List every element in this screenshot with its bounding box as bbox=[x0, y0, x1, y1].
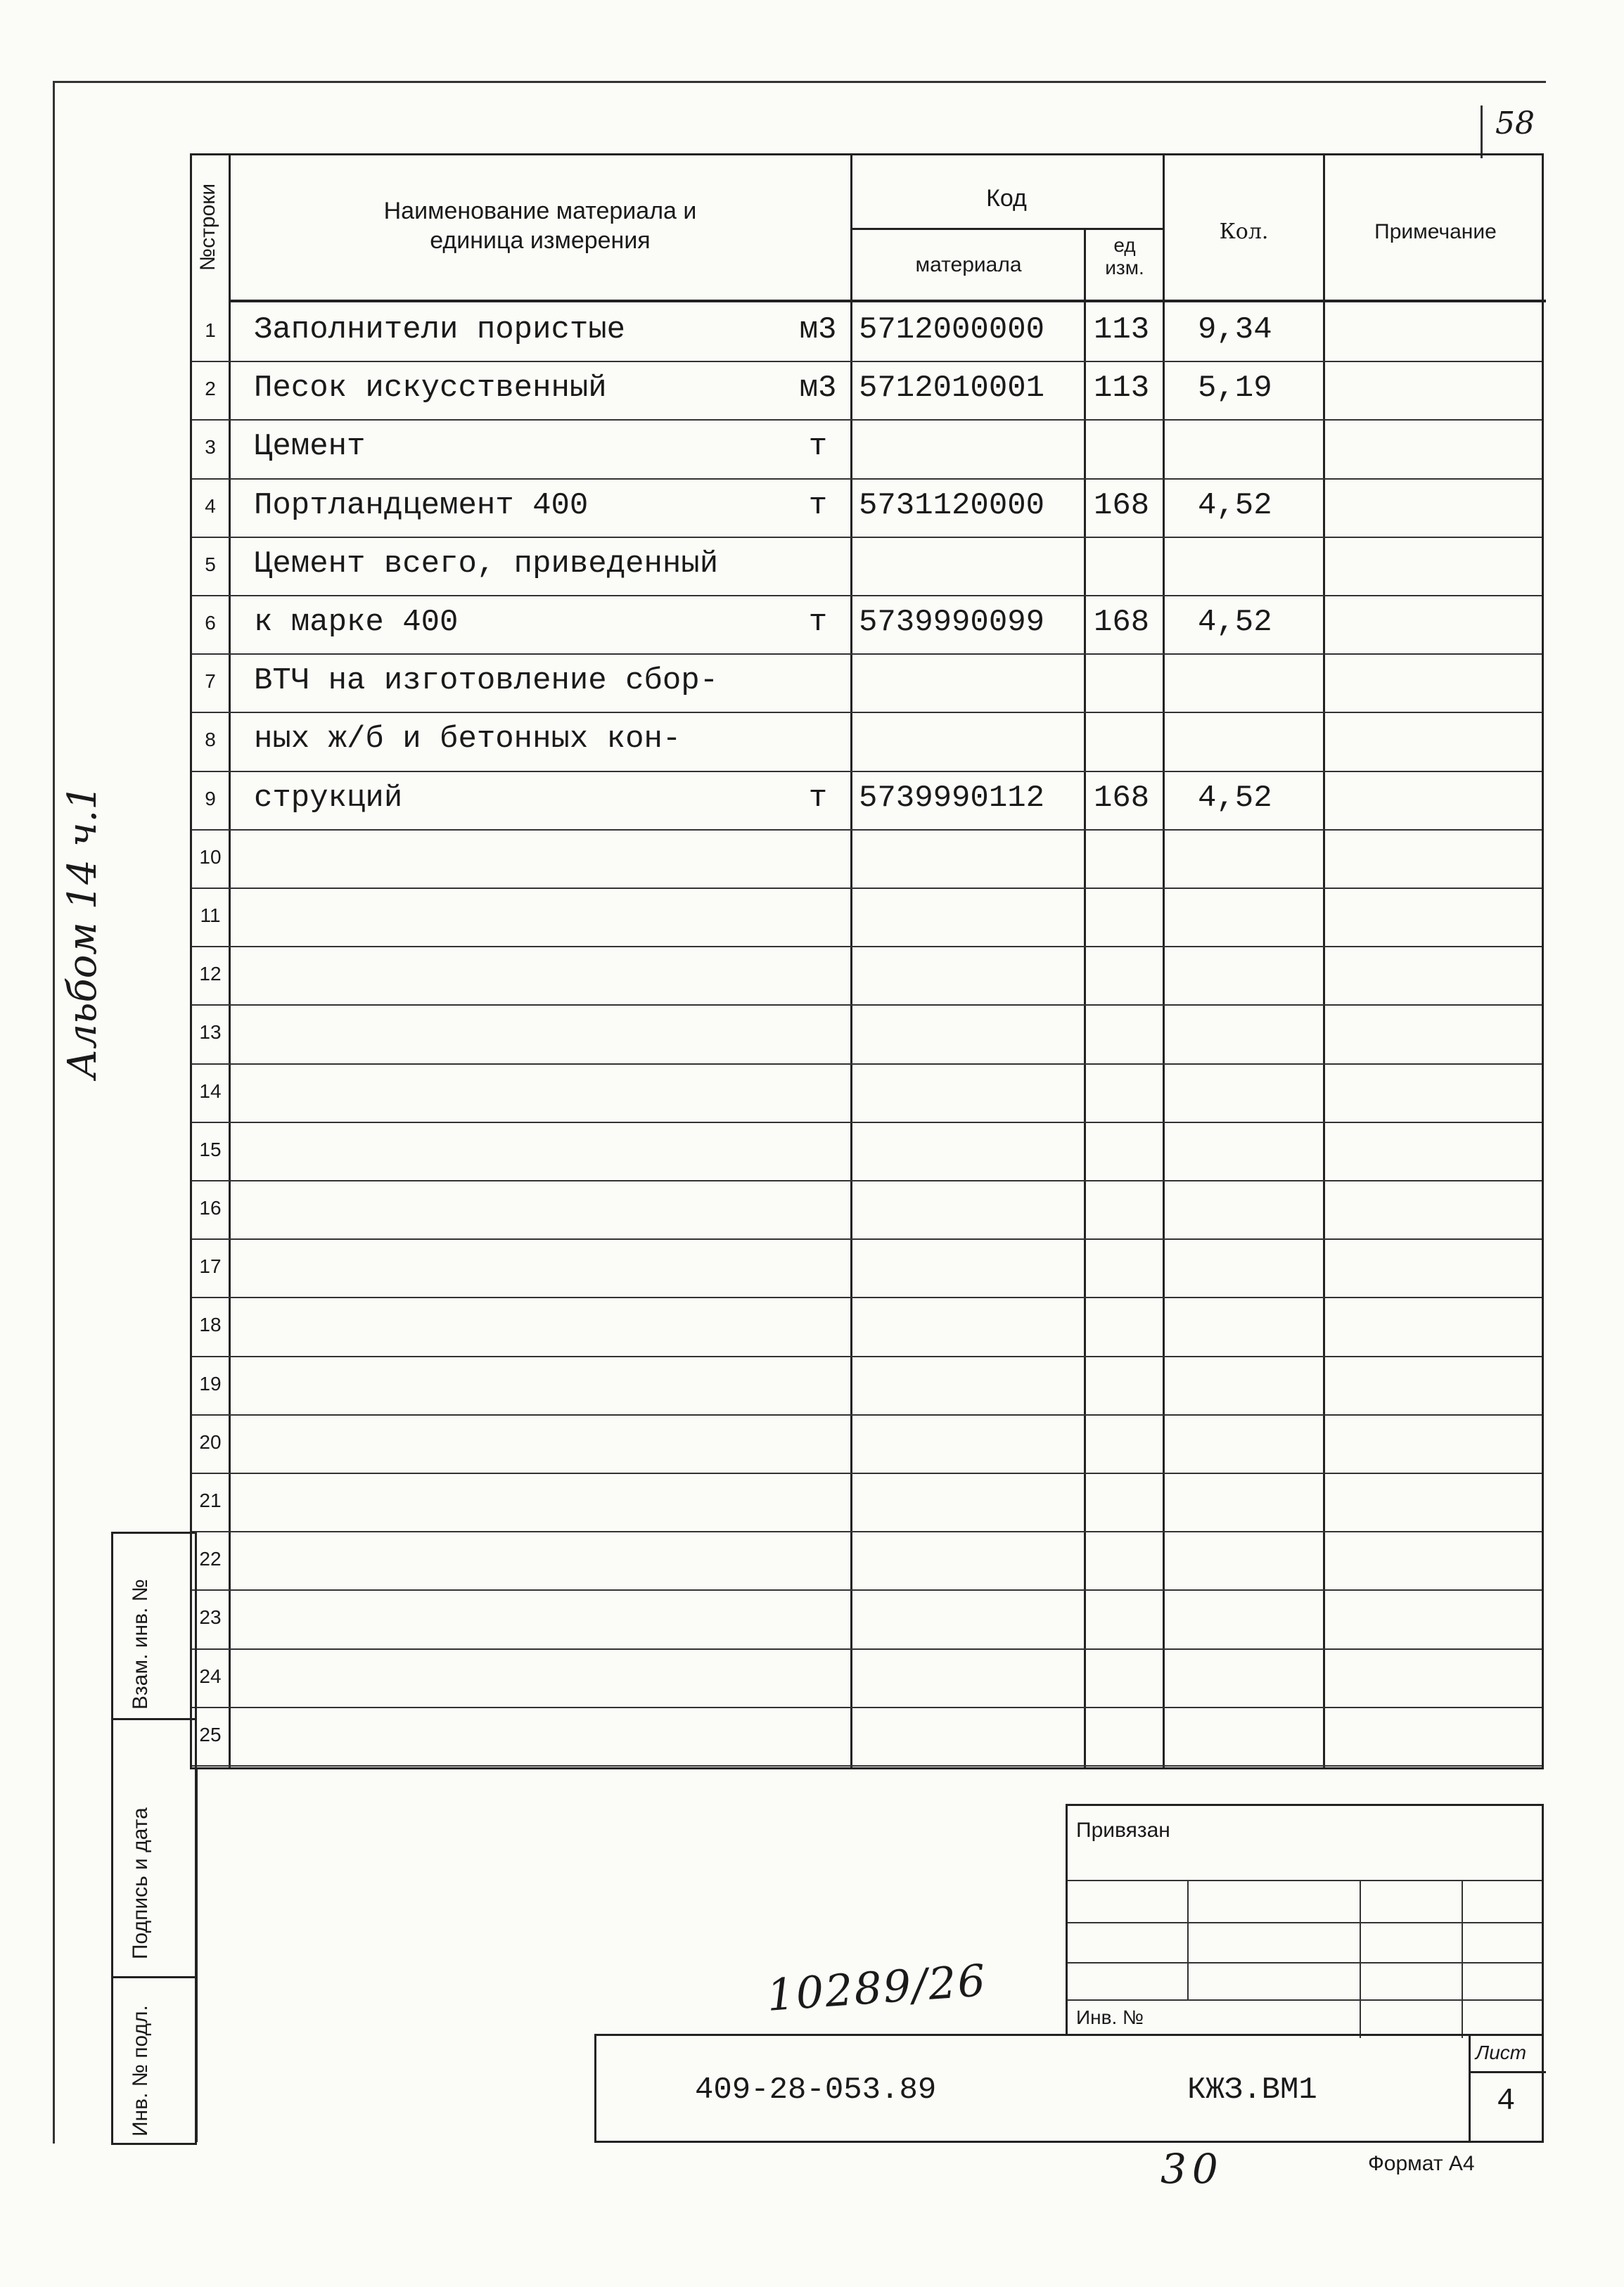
table-row bbox=[192, 831, 1542, 889]
row-unit-code: 113 bbox=[1094, 371, 1150, 406]
stamp-vline bbox=[1187, 1880, 1189, 1999]
privyazan-label: Привязан bbox=[1076, 1819, 1170, 1842]
row-number: 4 bbox=[205, 494, 216, 517]
row-material-code: 5739990112 bbox=[859, 780, 1045, 816]
header-name: Наименование материала и единица измерения bbox=[383, 198, 697, 254]
row-name: Портландцемент 400 bbox=[254, 487, 589, 523]
row-number: 14 bbox=[199, 1080, 222, 1102]
stamp-vline bbox=[1360, 1880, 1361, 2038]
table-row bbox=[192, 655, 1542, 713]
row-name: Заполнители пористые bbox=[254, 312, 626, 347]
row-material-code: 5739990099 bbox=[859, 605, 1045, 640]
side-label-podpis: Подпись и дата bbox=[129, 1807, 152, 1959]
row-name: Цемент bbox=[254, 429, 366, 465]
table-row bbox=[192, 1006, 1542, 1064]
table-row bbox=[192, 596, 1542, 655]
side-label-vzam: Взам. инв. № bbox=[129, 1579, 152, 1710]
privyazan-block bbox=[1066, 1804, 1544, 2036]
table-row bbox=[192, 1357, 1542, 1416]
row-unit-code: 168 bbox=[1094, 780, 1150, 816]
frame-inner-line bbox=[196, 1769, 198, 2142]
row-number: 7 bbox=[205, 670, 216, 693]
row-number: 21 bbox=[199, 1490, 222, 1511]
table-row bbox=[192, 304, 1542, 362]
row-unit: т bbox=[808, 487, 828, 523]
stamp-line bbox=[1068, 1999, 1542, 2001]
table-row bbox=[192, 1065, 1542, 1123]
row-number: 25 bbox=[199, 1723, 222, 1745]
row-number: 10 bbox=[199, 845, 222, 868]
row-quantity: 5,19 bbox=[1198, 371, 1272, 406]
table-row bbox=[192, 538, 1542, 596]
header-row-no: №строки bbox=[196, 183, 219, 271]
table-row bbox=[192, 772, 1542, 831]
row-number: 5 bbox=[205, 553, 216, 575]
row-number: 15 bbox=[199, 1138, 222, 1160]
row-quantity: 4,52 bbox=[1198, 487, 1272, 523]
row-unit-code: 113 bbox=[1094, 312, 1150, 347]
row-name: ных ж/б и бетонных кон- bbox=[254, 722, 682, 757]
table-row bbox=[192, 889, 1542, 947]
row-name: струкций bbox=[254, 780, 403, 816]
table-row bbox=[192, 1240, 1542, 1298]
row-name: к марке 400 bbox=[254, 605, 459, 640]
row-number: 12 bbox=[199, 963, 222, 985]
table-row bbox=[192, 1474, 1542, 1532]
header-qty: Кол. bbox=[1219, 219, 1269, 244]
table-row bbox=[192, 1532, 1542, 1591]
inv-no-label: Инв. № bbox=[1076, 2006, 1144, 2028]
handwritten-number: 10289/26 bbox=[765, 1954, 989, 2021]
row-number: 8 bbox=[205, 729, 216, 751]
header-code-material: материала bbox=[915, 253, 1022, 276]
row-number: 6 bbox=[205, 612, 216, 634]
row-quantity: 9,34 bbox=[1198, 312, 1272, 347]
row-quantity: 4,52 bbox=[1198, 605, 1272, 640]
table-row bbox=[192, 480, 1542, 538]
row-number: 1 bbox=[205, 319, 216, 341]
album-label bbox=[60, 763, 109, 1101]
stamp-line bbox=[1068, 1962, 1542, 1964]
list-divider bbox=[1469, 2036, 1471, 2141]
row-number: 9 bbox=[205, 787, 216, 809]
row-unit: т bbox=[808, 780, 828, 816]
stamp-line bbox=[1068, 1880, 1542, 1881]
row-material-code: 5712010001 bbox=[859, 371, 1045, 406]
doc-code: КЖЗ.ВМ1 bbox=[1187, 2073, 1317, 2108]
row-number: 20 bbox=[199, 1430, 222, 1453]
table-row bbox=[192, 421, 1542, 479]
sheet-corner-number: 58 bbox=[1481, 105, 1537, 158]
side-label-inv: Инв. № подл. bbox=[129, 2005, 152, 2137]
header-note: Примечание bbox=[1374, 220, 1497, 243]
list-label: Лист bbox=[1476, 2042, 1527, 2063]
table-row bbox=[192, 947, 1542, 1006]
row-name: ВТЧ на изготовление сбор- bbox=[254, 663, 719, 699]
side-stamp-vzam bbox=[111, 1532, 197, 1720]
row-number: 19 bbox=[199, 1372, 222, 1395]
materials-table bbox=[190, 153, 1544, 1769]
row-number: 3 bbox=[205, 436, 216, 459]
table-row bbox=[192, 1416, 1542, 1474]
format-label: Формат А4 bbox=[1368, 2152, 1475, 2175]
row-number: 22 bbox=[199, 1548, 222, 1570]
row-material-code: 5731120000 bbox=[859, 487, 1045, 523]
stamp-line bbox=[1068, 1922, 1542, 1923]
page-number: 30 bbox=[1161, 2145, 1224, 2193]
table-row bbox=[192, 1708, 1542, 1767]
row-number: 18 bbox=[199, 1314, 222, 1336]
row-quantity: 4,52 bbox=[1198, 780, 1272, 816]
row-unit: т bbox=[808, 429, 828, 465]
row-unit-code: 168 bbox=[1094, 487, 1150, 523]
row-unit: м3 bbox=[799, 312, 837, 347]
row-name: Песок искусственный bbox=[254, 371, 607, 406]
row-number: 13 bbox=[199, 1021, 222, 1044]
header-divider bbox=[850, 228, 1163, 230]
table-row bbox=[192, 1181, 1542, 1240]
title-block bbox=[594, 2034, 1544, 2143]
header-code-unit: ед изм. bbox=[1105, 234, 1144, 278]
row-number: 17 bbox=[199, 1255, 222, 1278]
table-row bbox=[192, 1298, 1542, 1357]
table-row bbox=[192, 1123, 1542, 1181]
row-number: 24 bbox=[199, 1665, 222, 1687]
table-row bbox=[192, 362, 1542, 421]
side-stamp-inv bbox=[111, 1976, 197, 2145]
header-code: Код bbox=[986, 185, 1027, 212]
row-unit: т bbox=[808, 605, 828, 640]
list-divider-h bbox=[1471, 2071, 1546, 2073]
header-bottom bbox=[229, 300, 1546, 302]
row-number: 2 bbox=[205, 378, 216, 400]
table-row bbox=[192, 1591, 1542, 1649]
album-label-text: Альбом 14 ч.1 bbox=[60, 785, 106, 1080]
row-number: 23 bbox=[199, 1606, 222, 1629]
stamp-vline bbox=[1462, 1880, 1463, 2038]
row-material-code: 5712000000 bbox=[859, 312, 1045, 347]
side-stamp-podpis bbox=[111, 1718, 197, 1978]
row-name: Цемент всего, приведенный bbox=[254, 546, 719, 582]
list-number: 4 bbox=[1497, 2084, 1516, 2119]
row-number: 16 bbox=[199, 1197, 222, 1219]
table-row bbox=[192, 1650, 1542, 1708]
designation: 409-28-053.89 bbox=[695, 2073, 937, 2108]
row-unit: м3 bbox=[799, 371, 837, 406]
table-row bbox=[192, 713, 1542, 771]
row-unit-code: 168 bbox=[1094, 605, 1150, 640]
row-number: 11 bbox=[200, 904, 221, 926]
